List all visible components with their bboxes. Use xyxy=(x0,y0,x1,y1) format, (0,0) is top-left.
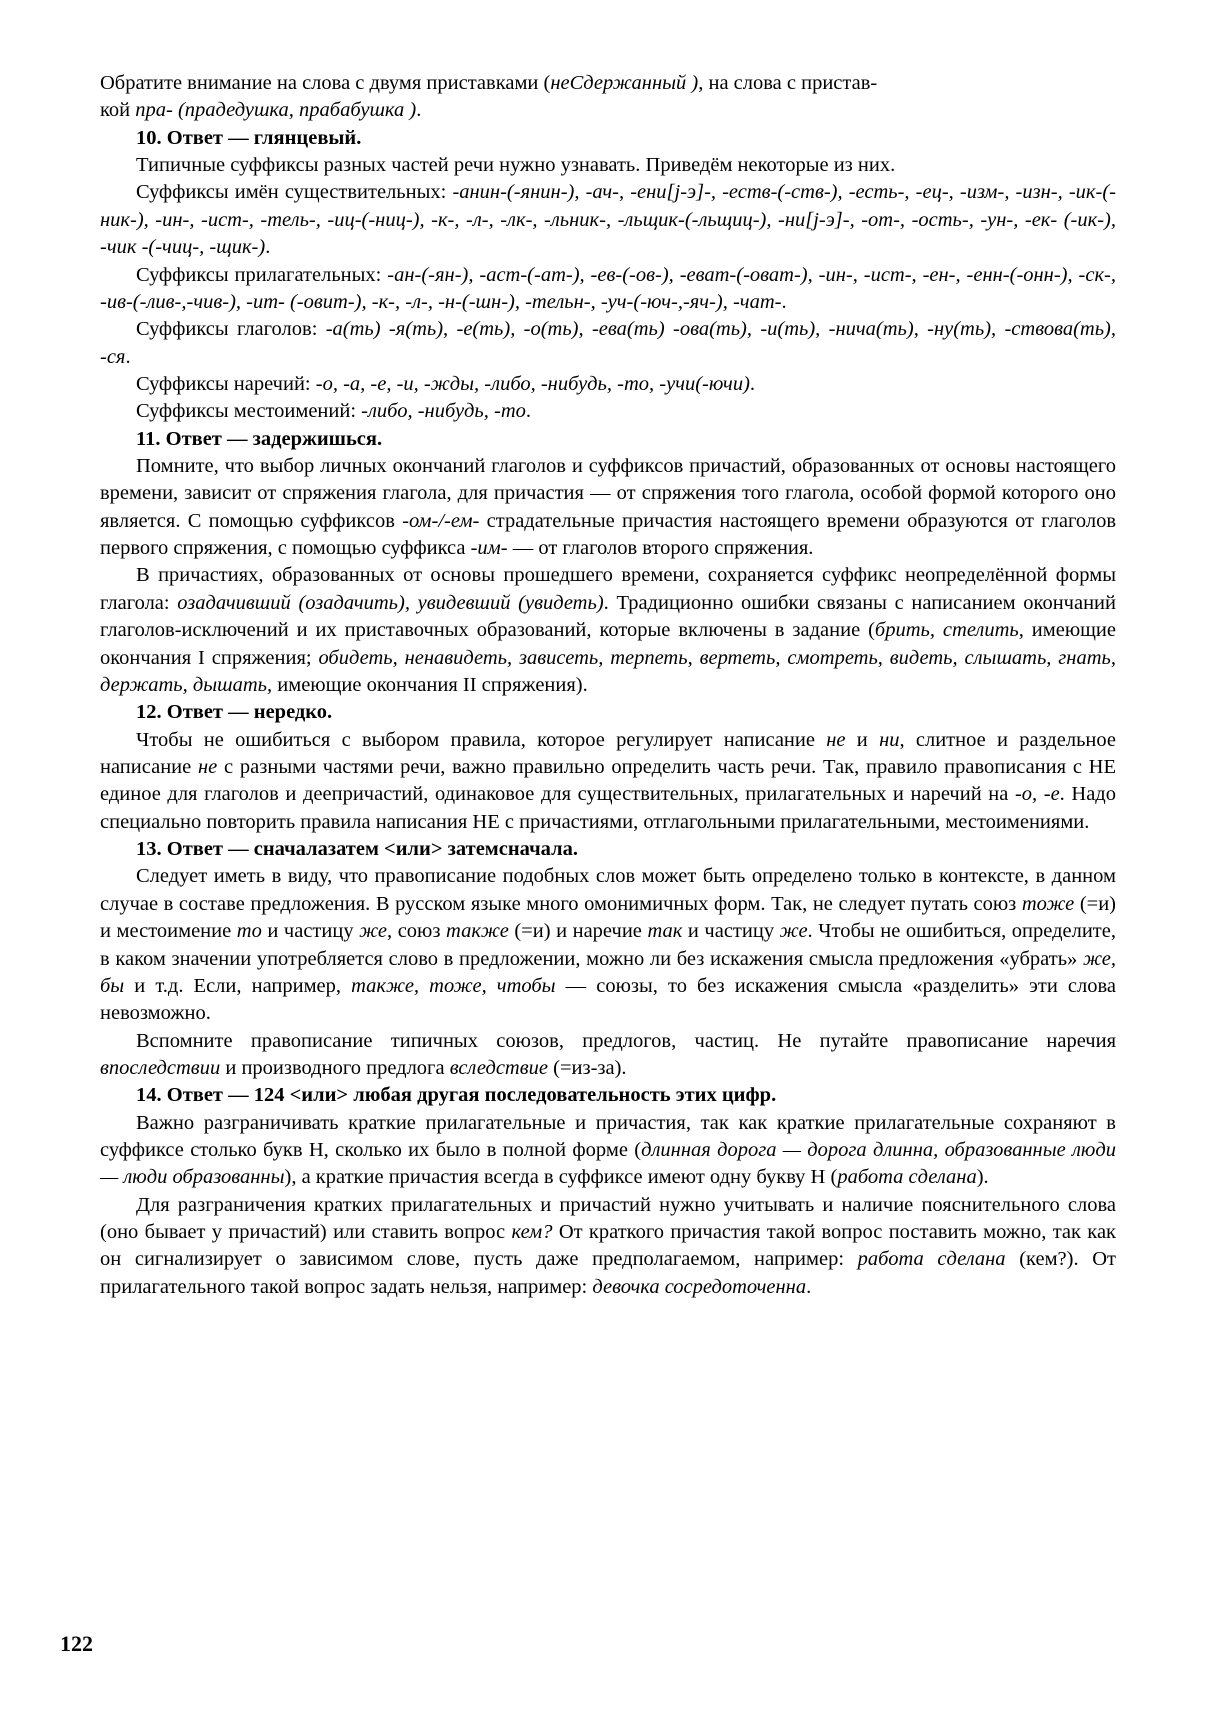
paragraph-suffixes-adjectives: Суффиксы прилагательных: -ан-(-ян-), -аст-(-ат-), -ев-(-ов-), -еват-(-оват-), -ин-, -ист-, -ен-, -енн-(-онн-), -ск-, -ив-(-лив-,-чив-), -ит- (-овит-), -к-, -л-, -н-(-шн-), -тельн-, -уч-(-юч-,-яч-), -чат-. xyxy=(100,263,1116,313)
paragraph-10-note: Типичные суффиксы разных частей речи нужно узнавать. Приведём некоторые из них. xyxy=(136,154,896,177)
paragraph-11-note: Помните, что выбор личных окончаний глаголов и суффиксов причастий, образованных от основы настоящего времени, зависит от спряжения глагола, для причастия — от спряжения того глагола, особой формой которого оно является. С помощью суффиксов -ом-/-ем- страдательные причастия настоящего времени образуются от глаголов первого спряжения, с помощью суффикса -им- — от глаголов второго спряжения. xyxy=(100,455,1116,560)
answer-heading-10: 10. Ответ — глянцевый. xyxy=(136,126,362,149)
answer-heading-11: 11. Ответ — задержишься. xyxy=(136,427,383,450)
paragraph-suffixes-nouns: Суффиксы имён существительных: -анин-(-янин-), -ач-, -ени[j-э]-, -еств-(-ств-), -есть-, -ец-, -изм-, -изн-, -ик-(-ник-), -ин-, -ист-, -тель-, -иц-(-ниц-), -к-, -л-, -лк-, -льник-, -льщик-(-льщиц-), -ни[j-э]-, -от-, -ость-, -ун-, -ек- (-ик-), -чик -(-чиц-, -щик-). xyxy=(100,181,1116,259)
answer-heading-13: 13. Ответ — сначалазатем <или> затемсначала. xyxy=(136,838,578,861)
paragraph-14-note-2: Для разграничения кратких прилагательных и причастий нужно учитывать и наличие пояснительного слова (оно бывает у причастий) или ставить вопрос кем? От краткого причастия такой вопрос поставить можно, так как он сигнализирует о зависимом слове, пусть даже предполагаемом, например: работа сделана (кем?). От прилагательного такой вопрос задать нельзя, например: девочка сосредоточенна. xyxy=(100,1193,1116,1298)
paragraph-suffixes-verbs: Суффиксы глаголов: -а(ть) -я(ть), -е(ть), -о(ть), -ева(ть) -ова(ть), -и(ть), -нича(ть), -ну(ть), -ствова(ть), -ся. xyxy=(100,318,1116,368)
page-number: 122 xyxy=(60,1631,93,1656)
paragraph-13-note: Следует иметь в виду, что правописание подобных слов может быть определено только в контексте, в данном случае в составе предложения. В русском языке много омонимичных форм. Так, не следует путать союз тоже (=и) и местоимение то и частицу же, союз также (=и) и наречие так и частицу же. Чтобы не ошибиться, определите, в каком значении употребляется слово в предложении, можно ли без искажения смысла предложения «убрать» же, бы и т.д. Если, например, также, тоже, чтобы — союзы, то без искажения смысла «разделить» эти слова невозможно. xyxy=(100,865,1117,1025)
answer-heading-14: 14. Ответ — 124 <или> любая другая последовательность этих цифр. xyxy=(136,1084,777,1107)
paragraph-intro: Обратите внимание на слова с двумя приставками (неСдержанный ), на слова с пристав- кой пра- (прадедушка, прабабушка ). xyxy=(100,72,878,122)
paragraph-12-note: Чтобы не ошибиться с выбором правила, которое регулирует написание не и ни, слитное и раздельное написание не с разными частями речи, важно правильно определить часть речи. Так, правило правописания с НЕ единое для глаголов и деепричастий, одинаковое для существительных, прилагательных и наречий на -о, -е. Надо специально повторить правила написания НЕ с причастиями, отглагольными прилагательными, местоимениями. xyxy=(100,728,1117,833)
paragraph-suffixes-adverbs: Суффиксы наречий: -о, -а, -е, -и, -жды, -либо, -нибудь, -то, -учи(-ючи). xyxy=(136,372,756,395)
paragraph-11-note-2: В причастиях, образованных от основы прошедшего времени, сохраняется суффикс неопределённой формы глагола: озадачивший (озадачить), увидевший (увидеть). Традиционно ошибки связаны с написанием окончаний глаголов-исключений и их приставочных образований, которые включены в задание (брить, стелить, имеющие окончания I спряжения; обидеть, ненавидеть, зависеть, терпеть, вертеть, смотреть, видеть, слышать, гнать, держать, дышать, имеющие окончания II спряжения). xyxy=(100,564,1116,696)
answer-heading-12: 12. Ответ — нередко. xyxy=(136,701,333,724)
paragraph-14-note: Важно разграничивать краткие прилагательные и причастия, так как краткие прилагательные сохраняют в суффиксе столько букв Н, сколько их было в полной форме (длинная дорога — дорога длинна, образованные люди — люди образованны), а краткие причастия всегда в суффиксе имеют одну букву Н (работа сделана). xyxy=(100,1111,1117,1189)
paragraph-13-note-2: Вспомните правописание типичных союзов, предлогов, частиц. Не путайте правописание наречия впоследствии и производного предлога вследствие (=из-за). xyxy=(100,1029,1116,1079)
page-content xyxy=(100,70,1116,1301)
paragraph-suffixes-pronouns: Суффиксы местоимений: -либо, -нибудь, -то. xyxy=(136,400,532,423)
